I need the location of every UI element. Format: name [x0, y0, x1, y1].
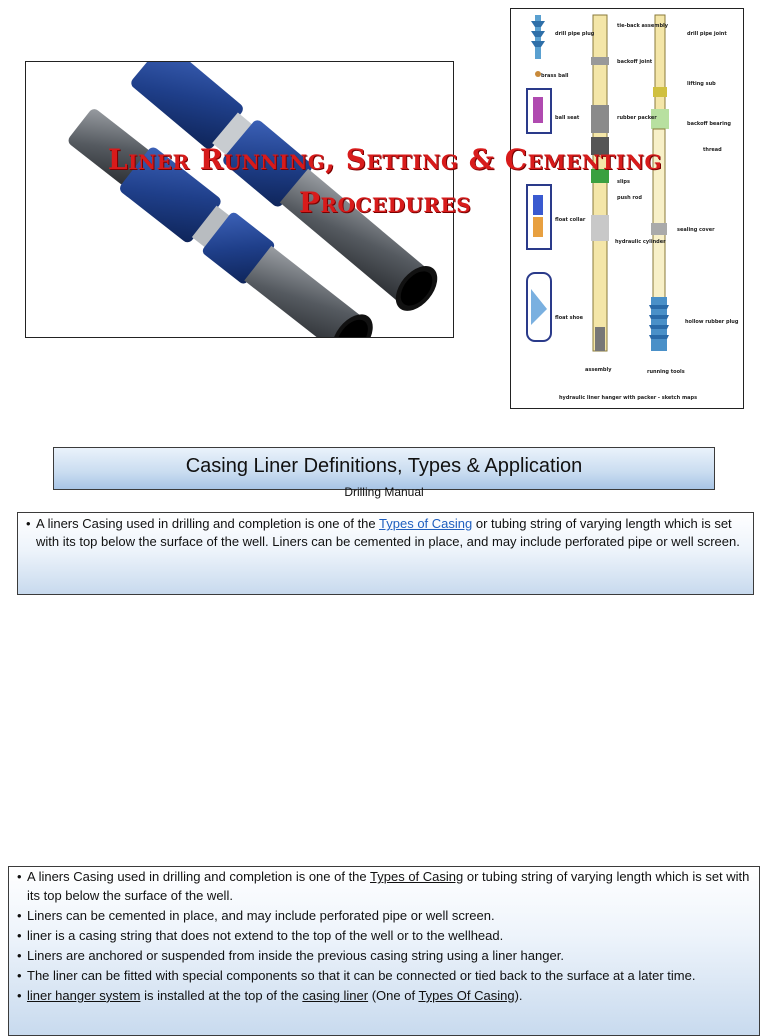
- section-title: Casing Liner Definitions, Types & Application: [185, 455, 583, 477]
- details-bullet-box: [8, 866, 760, 1036]
- label-slips: slips: [617, 179, 630, 185]
- page-title-line-1: Liner Running, Setting & Cementing: [107, 143, 663, 176]
- drill-pipe-plug-graphic: [531, 15, 545, 59]
- label-assembly: assembly: [585, 367, 612, 373]
- types-of-casing-text: Types of Casing: [370, 869, 464, 884]
- list-item: • Liners can be cemented in place, and may include perforated pipe or well screen.: [17, 907, 751, 926]
- label-running-tools: running tools: [647, 369, 685, 375]
- label-drill-pipe-plug: drill pipe plug: [555, 31, 595, 37]
- label-hydraulic-cylinder: hydraulic cylinder: [615, 239, 666, 245]
- list-item: • Liners are anchored or suspended from inside the previous casing string using a liner hanger.: [17, 947, 751, 966]
- label-lifting-sub: lifting sub: [687, 81, 716, 87]
- label-sealing-cover: sealing cover: [677, 227, 715, 233]
- liner-hanger-system-text: liner hanger system: [27, 987, 141, 1003]
- label-thread: thread: [703, 147, 722, 153]
- label-push-rod: push rod: [617, 195, 642, 201]
- label-hollow-rubber-plug: hollow rubber plug: [685, 319, 739, 325]
- label-drill-pipe-joint: drill pipe joint: [687, 31, 727, 37]
- label-backoff-joint: backoff joint: [617, 59, 653, 65]
- label-backoff-bearing: backoff bearing: [687, 121, 731, 127]
- page-title-line-2: Procedures: [298, 186, 472, 219]
- intro-bullet-box: [17, 512, 754, 595]
- section-subtitle: Drilling Manual: [344, 485, 424, 499]
- intro-bullet-list: [26, 515, 745, 551]
- label-tie-back-assembly: tie-back assembly: [617, 23, 669, 29]
- list-item: • The liner can be fitted with special components so that it can be connected or tied back to the surface at a later time.: [17, 967, 751, 986]
- page-title: [40, 138, 730, 224]
- label-float-collar: float collar: [555, 217, 586, 223]
- diagram-caption: hydraulic liner hanger with packer - sketch maps: [559, 395, 698, 401]
- intro-bullet: • A liners Casing used in drilling and completion is one of the Types of Casing or tubing string of varying length which is set with its top below the surface of the well. Liners can be cemented in place, and may include perforated pipe or well screen.: [26, 515, 745, 551]
- label-rubber-packer: rubber packer: [617, 115, 657, 121]
- casing-liner-text: casing liner: [302, 987, 369, 1003]
- list-item: • liner hanger system is installed at the top of the casing liner (One of Types Of Casing).: [17, 987, 751, 1006]
- list-item: • liner is a casing string that does not extend to the top of the well or to the wellhead.: [17, 927, 751, 946]
- details-bullet-list: [17, 868, 751, 1005]
- list-item: • A liners Casing used in drilling and completion is one of the Types of Casing or tubing string of varying length which is set with its top below the surface of the well.: [17, 868, 751, 905]
- types-of-casing-link[interactable]: Types of Casing: [379, 516, 473, 531]
- types-of-casing-text-2: Types Of Casing: [418, 987, 515, 1003]
- label-ball-seat: ball seat: [555, 115, 580, 121]
- label-float-shoe: float shoe: [555, 315, 584, 321]
- label-brass-ball: brass ball: [541, 73, 569, 79]
